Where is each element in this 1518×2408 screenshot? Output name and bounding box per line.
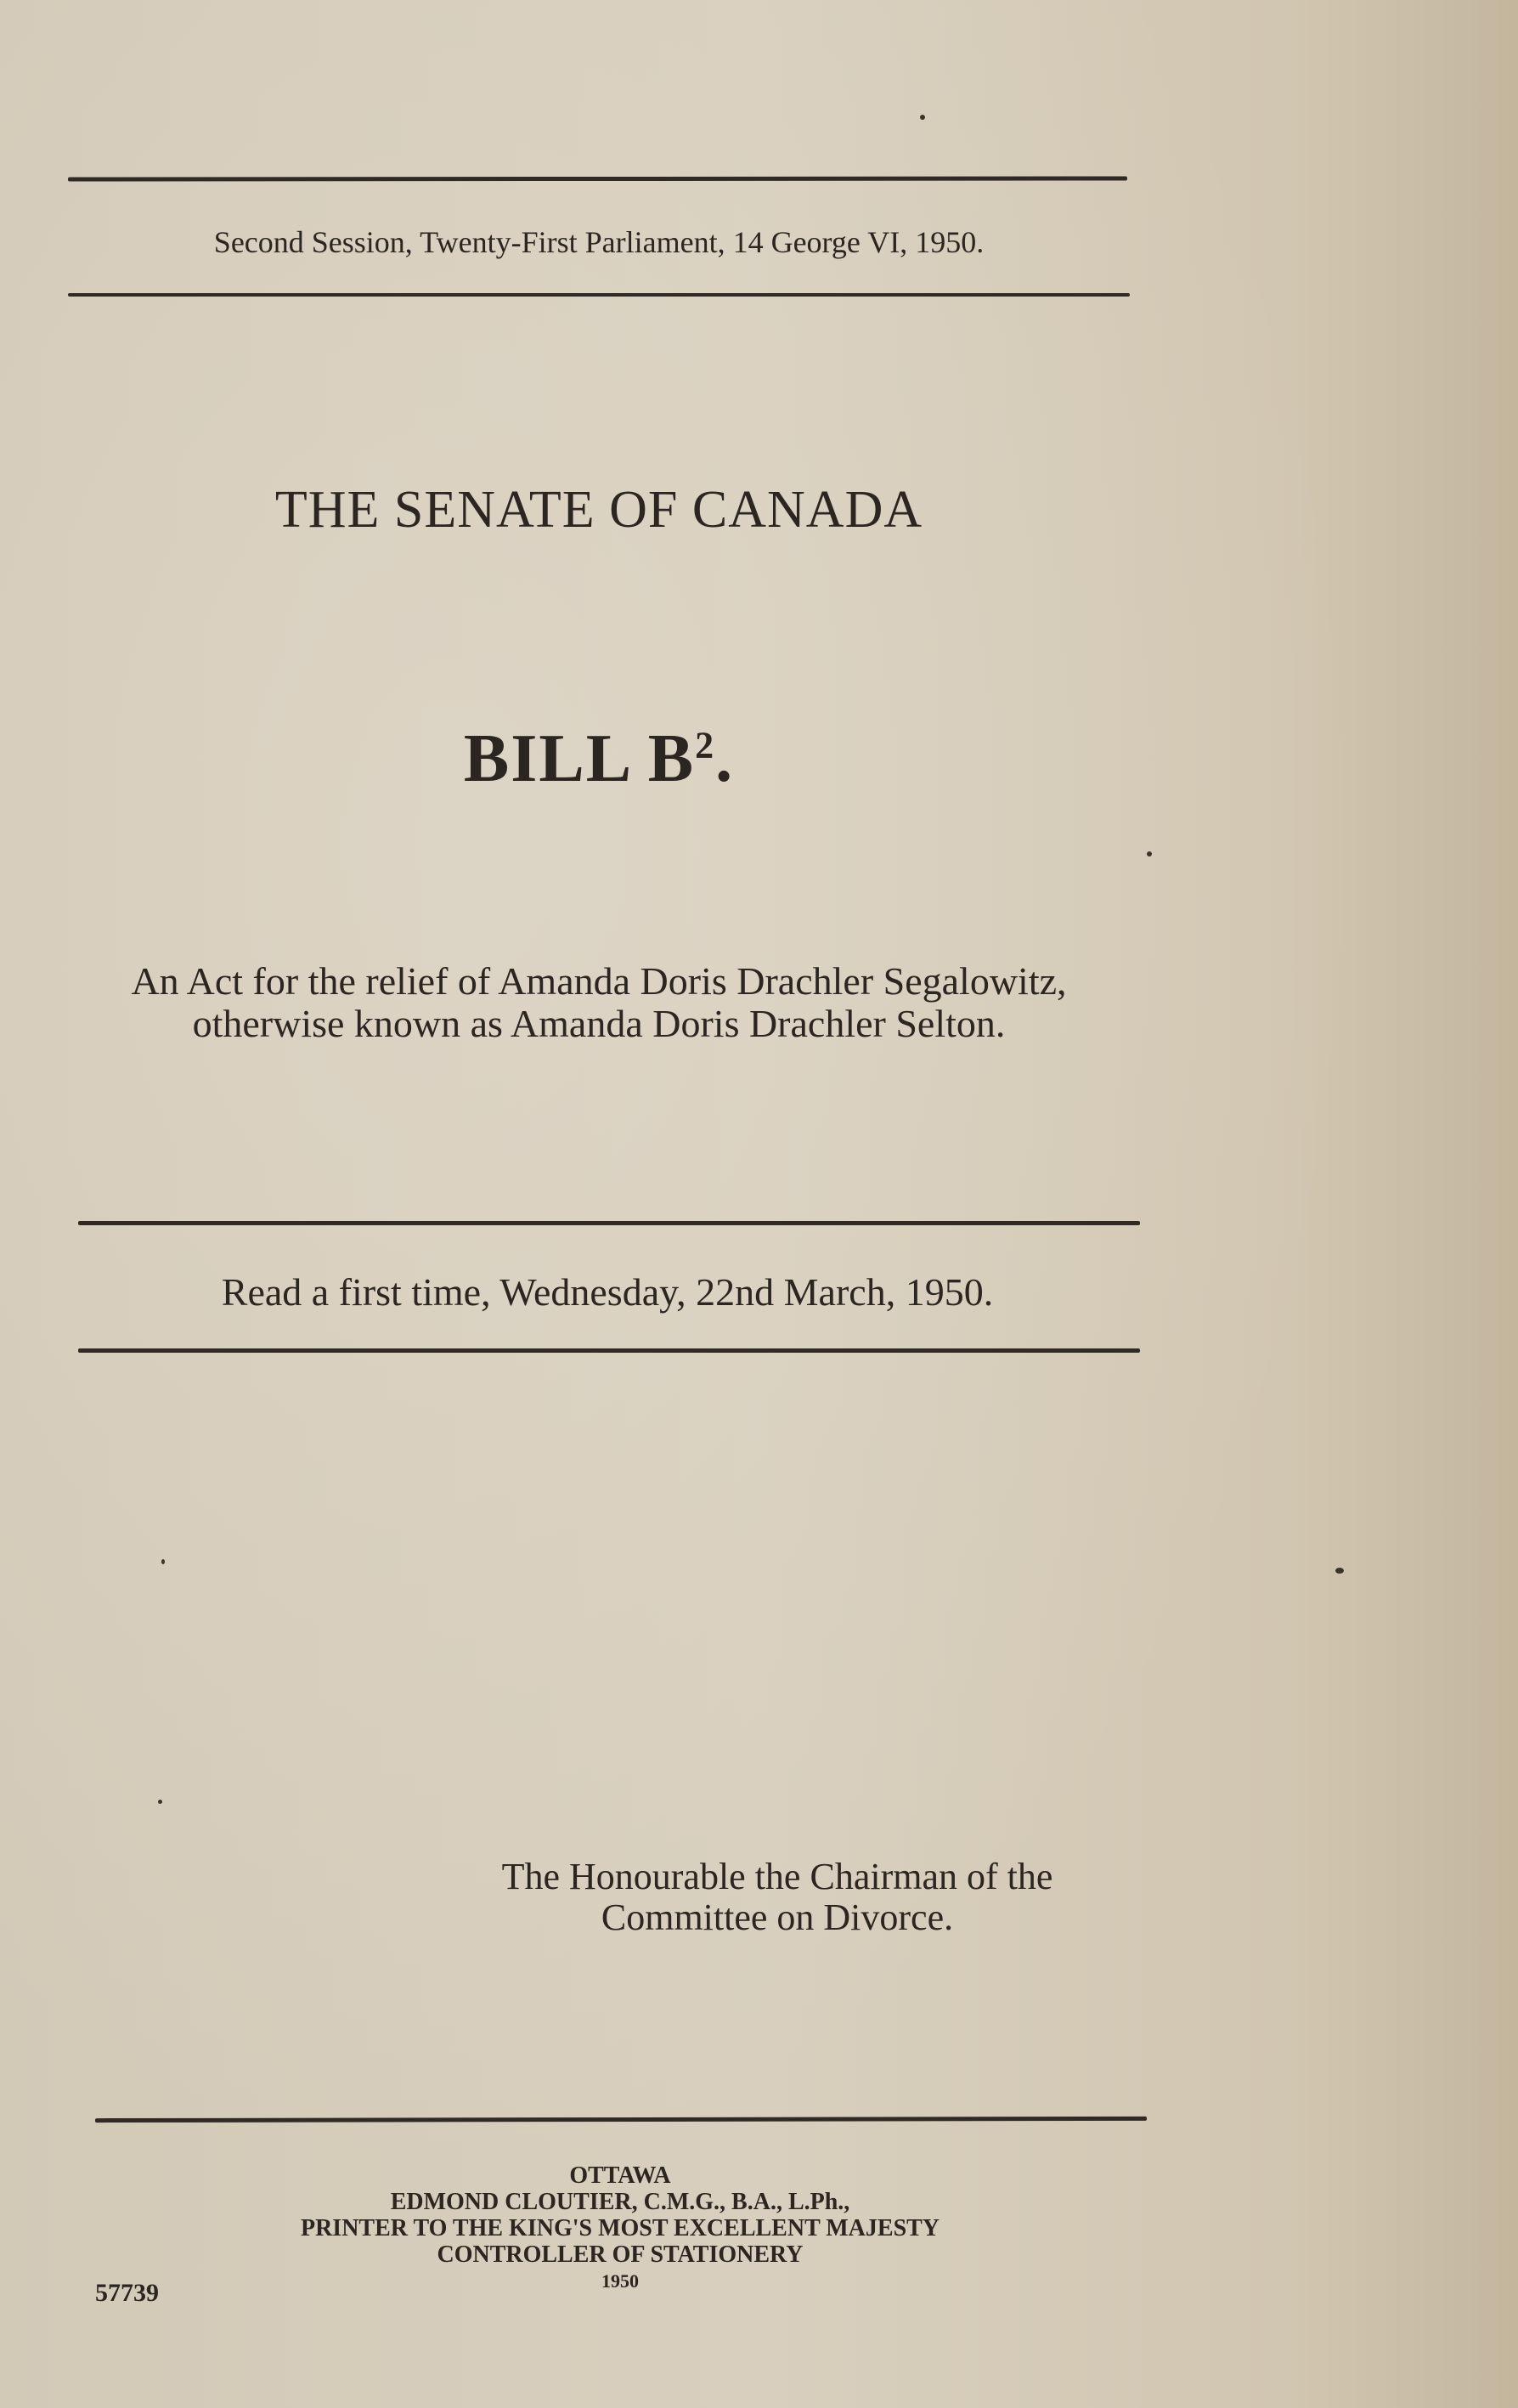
paper-speck — [161, 1559, 165, 1564]
imprint-printer-name: EDMOND CLOUTIER, C.M.G., B.A., L.Ph., — [390, 2189, 850, 2215]
sponsor-line-1: The Honourable the Chairman of the — [501, 1856, 1053, 1897]
sponsor — [408, 1857, 1147, 1938]
bill-title — [68, 721, 1130, 798]
sponsor-line-2: Committee on Divorce. — [601, 1896, 954, 1938]
bill-suffix: . — [715, 721, 735, 796]
imprint-year: 1950 — [601, 2270, 639, 2292]
senate-title: THE SENATE OF CANADA — [274, 481, 923, 539]
session-line: Second Session, Twenty-First Parliament, 14 George VI, 1950. — [213, 225, 985, 259]
bill-superscript: 2 — [695, 724, 716, 766]
paper-speck — [1335, 1568, 1344, 1574]
session-bottom-rule — [68, 293, 1130, 297]
paper-speck — [1147, 851, 1152, 856]
reading-line: Read a first time, Wednesday, 22nd March, 1950. — [221, 1270, 994, 1314]
imprint-top-rule — [95, 2117, 1147, 2123]
reading-bottom-rule — [78, 1348, 1140, 1353]
act-title-line-2: otherwise known as Amanda Doris Drachler Selton. — [192, 1002, 1006, 1045]
imprint-city: OTTAWA — [569, 2162, 671, 2189]
act-title — [34, 960, 1164, 1045]
paper-speck — [920, 115, 925, 120]
top-rule — [68, 176, 1127, 181]
imprint — [195, 2162, 1045, 2294]
reading-top-rule — [78, 1221, 1140, 1225]
paper-speck — [158, 1800, 162, 1804]
imprint-controller: CONTROLLER OF STATIONERY — [437, 2241, 804, 2268]
act-title-line-1: An Act for the relief of Amanda Doris Drachler Segalowitz, — [131, 959, 1067, 1003]
imprint-printer-title: PRINTER TO THE KING'S MOST EXCELLENT MAJESTY — [300, 2215, 940, 2241]
bill-label: BILL B — [463, 721, 696, 796]
document-number: 57739 — [95, 2279, 159, 2307]
